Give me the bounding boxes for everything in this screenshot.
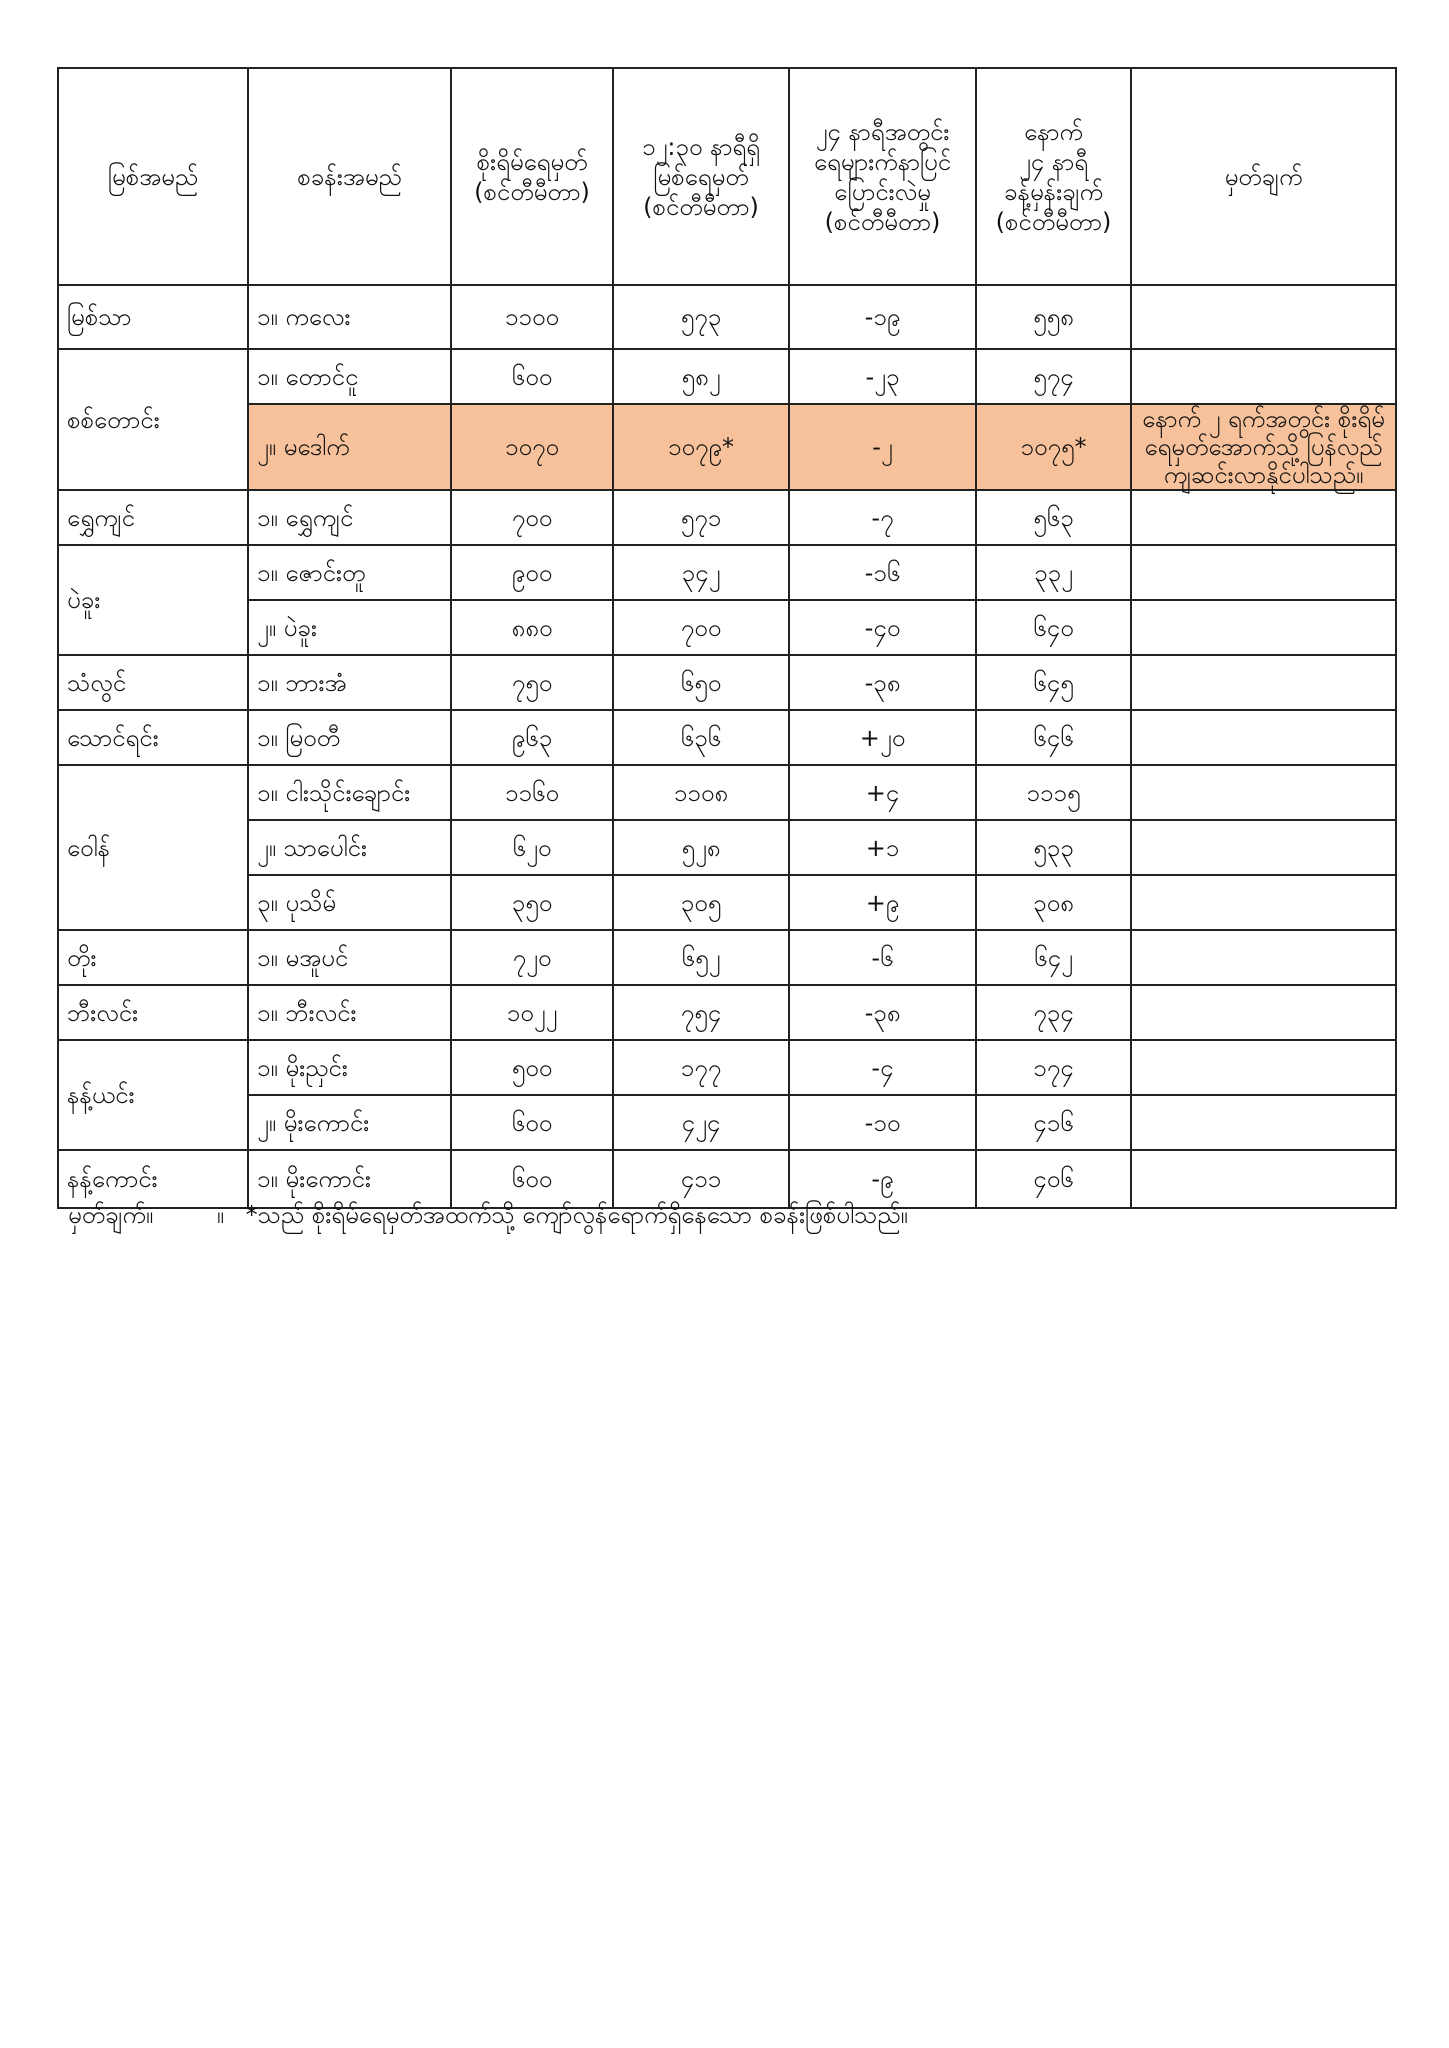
danger-level-cell: ၁၁၀၀: [451, 285, 613, 349]
current-level-cell: ၁၇၇: [613, 1040, 789, 1095]
header-station: စခန်းအမည်: [248, 68, 451, 285]
change-cell: +၄: [789, 765, 976, 820]
change-cell: -၂၃: [789, 349, 976, 404]
table-row: [58, 545, 1396, 600]
table-row: [58, 1040, 1396, 1095]
change-cell: -၁၆: [789, 545, 976, 600]
forecast-cell: ၆၄၂: [976, 930, 1131, 985]
change-cell: +၁: [789, 820, 976, 875]
danger-level-cell: ၉၆၃: [451, 710, 613, 765]
forecast-cell: ၁၁၁၅: [976, 765, 1131, 820]
forecast-cell: ၄၀၆: [976, 1150, 1131, 1208]
river-level-report: [57, 67, 1395, 1209]
remark-cell: [1131, 545, 1396, 600]
change-cell: -၃၈: [789, 985, 976, 1040]
header-remark: မှတ်ချက်: [1131, 68, 1396, 285]
station-cell: ၁။ မိုးကောင်း: [248, 1150, 451, 1208]
forecast-cell: ၃၀၈: [976, 875, 1131, 930]
table-row: [58, 285, 1396, 349]
remark-cell: နောက် ၂ ရက်အတွင်း စိုးရိမ်ရေမှတ်အောက်သို့ ပြန်လည်ကျဆင်းလာနိုင်ပါသည်။: [1131, 404, 1396, 490]
station-cell: ၁။ ရွှေကျင်: [248, 490, 451, 545]
remark-cell: [1131, 1150, 1396, 1208]
danger-level-cell: ၇၅၀: [451, 655, 613, 710]
river-level-table: [57, 67, 1397, 1209]
danger-level-cell: ၈၈၀: [451, 600, 613, 655]
change-cell: -၄: [789, 1040, 976, 1095]
danger-level-cell: ၁၀၂၂: [451, 985, 613, 1040]
change-cell: -၉: [789, 1150, 976, 1208]
station-cell: ၁။ တောင်ငူ: [248, 349, 451, 404]
current-level-cell: ၅၇၁: [613, 490, 789, 545]
table-row: [58, 655, 1396, 710]
remark-cell: [1131, 1095, 1396, 1150]
station-cell: ၁။ မြဝတီ: [248, 710, 451, 765]
remark-cell: [1131, 710, 1396, 765]
table-row: [58, 820, 1396, 875]
remark-cell: [1131, 600, 1396, 655]
river-cell: နန့်ကောင်း: [58, 1150, 248, 1208]
danger-level-cell: ၃၅၀: [451, 875, 613, 930]
remark-cell: [1131, 930, 1396, 985]
danger-level-cell: ၆၀၀: [451, 1095, 613, 1150]
header-current-level: ၁၂:၃၀ နာရီရှိ မြစ်ရေမှတ် (စင်တီမီတာ): [613, 68, 789, 285]
current-level-cell: ၆၅၀: [613, 655, 789, 710]
remark-cell: [1131, 875, 1396, 930]
remark-cell: [1131, 655, 1396, 710]
danger-level-cell: ၇၂၀: [451, 930, 613, 985]
remark-cell: [1131, 985, 1396, 1040]
forecast-cell: ၁၀၇၅*: [976, 404, 1131, 490]
table-row: [58, 349, 1396, 404]
current-level-cell: ၇၅၄: [613, 985, 789, 1040]
current-level-cell: ၃၄၂: [613, 545, 789, 600]
remark-cell: [1131, 820, 1396, 875]
remark-cell: [1131, 1040, 1396, 1095]
footnote-separator: ။: [216, 1201, 225, 1229]
danger-level-cell: ၁၁၆၀: [451, 765, 613, 820]
forecast-cell: ၅၇၄: [976, 349, 1131, 404]
forecast-cell: ၁၇၄: [976, 1040, 1131, 1095]
forecast-cell: ၅၆၃: [976, 490, 1131, 545]
current-level-cell: ၆၅၂: [613, 930, 789, 985]
header-river: မြစ်အမည်: [58, 68, 248, 285]
table-row: [58, 875, 1396, 930]
current-level-cell: ၄၂၄: [613, 1095, 789, 1150]
forecast-cell: ၃၃၂: [976, 545, 1131, 600]
danger-level-cell: ၆၀၀: [451, 1150, 613, 1208]
station-cell: ၃။ ပုသိမ်: [248, 875, 451, 930]
table-row: [58, 490, 1396, 545]
forecast-cell: ၆၄၅: [976, 655, 1131, 710]
river-cell: တိုး: [58, 930, 248, 985]
danger-level-cell: ၁၀၇၀: [451, 404, 613, 490]
current-level-cell: ၁၀၇၉*: [613, 404, 789, 490]
change-cell: -၁၀: [789, 1095, 976, 1150]
header-forecast: နောက် ၂၄ နာရီ ခန့်မှန်းချက် (စင်တီမီတာ): [976, 68, 1131, 285]
table-row: [58, 765, 1396, 820]
change-cell: -၃၈: [789, 655, 976, 710]
change-cell: -၆: [789, 930, 976, 985]
river-cell: ဘီးလင်း: [58, 985, 248, 1040]
current-level-cell: ၆၃၆: [613, 710, 789, 765]
table-row: [58, 710, 1396, 765]
footnote-label: မှတ်ချက်။: [68, 1201, 154, 1229]
table-row-above-danger: [58, 404, 1396, 490]
river-cell: မြစ်သာ: [58, 285, 248, 349]
current-level-cell: ၇၀၀: [613, 600, 789, 655]
remark-cell: [1131, 765, 1396, 820]
danger-level-cell: ၆၀၀: [451, 349, 613, 404]
footnote: [68, 1200, 908, 1230]
forecast-cell: ၆၄၀: [976, 600, 1131, 655]
current-level-cell: ၁၁၀၈: [613, 765, 789, 820]
station-cell: ၁။ ဘီးလင်း: [248, 985, 451, 1040]
forecast-cell: ၇၃၄: [976, 985, 1131, 1040]
remark-cell: [1131, 490, 1396, 545]
danger-level-cell: ၇၀၀: [451, 490, 613, 545]
station-cell: ၂။ မဒေါက်: [248, 404, 451, 490]
header-row: [58, 68, 1396, 285]
header-24h-change: ၂၄ နာရီအတွင်း ရေများက်နာပြင် ပြောင်းလဲမှု (စင်တီမီတာ): [789, 68, 976, 285]
remark-cell: [1131, 285, 1396, 349]
table-row: [58, 1095, 1396, 1150]
current-level-cell: ၅၈၂: [613, 349, 789, 404]
station-cell: ၁။ ဘားအံ: [248, 655, 451, 710]
table-row: [58, 930, 1396, 985]
change-cell: -၄၀: [789, 600, 976, 655]
danger-level-cell: ၆၂၀: [451, 820, 613, 875]
current-level-cell: ၃၀၅: [613, 875, 789, 930]
station-cell: ၁။ ကလေး: [248, 285, 451, 349]
station-cell: ၁။ ဇောင်းတူ: [248, 545, 451, 600]
forecast-cell: ၅၅၈: [976, 285, 1131, 349]
river-cell: သံလွင်: [58, 655, 248, 710]
table-row: [58, 985, 1396, 1040]
station-cell: ၁။ မအူပင်: [248, 930, 451, 985]
station-cell: ၂။ မိုးကောင်း: [248, 1095, 451, 1150]
forecast-cell: ၅၃၃: [976, 820, 1131, 875]
forecast-cell: ၆၄၆: [976, 710, 1131, 765]
change-cell: +၉: [789, 875, 976, 930]
forecast-cell: ၄၁၆: [976, 1095, 1131, 1150]
header-danger-level: စိုးရိမ်ရေမှတ် (စင်တီမီတာ): [451, 68, 613, 285]
current-level-cell: ၅၇၃: [613, 285, 789, 349]
river-cell: သောင်ရင်း: [58, 710, 248, 765]
station-cell: ၂။ သာပေါင်း: [248, 820, 451, 875]
change-cell: -၇: [789, 490, 976, 545]
table-row: [58, 600, 1396, 655]
footnote-text: *သည် စိုးရိမ်ရေမှတ်အထက်သို့ ကျော်လွန်ရောက်ရှိနေသော စခန်းဖြစ်ပါသည်။: [245, 1201, 908, 1229]
station-cell: ၁။ ငါးသိုင်းချောင်း: [248, 765, 451, 820]
river-cell: နန့်ယင်း: [58, 1040, 248, 1150]
danger-level-cell: ၅၀၀: [451, 1040, 613, 1095]
station-cell: ၂။ ပဲခူး: [248, 600, 451, 655]
current-level-cell: ၄၁၁: [613, 1150, 789, 1208]
danger-level-cell: ၉၀၀: [451, 545, 613, 600]
current-level-cell: ၅၂၈: [613, 820, 789, 875]
river-cell: ရွှေကျင်: [58, 490, 248, 545]
river-cell: စစ်တောင်း: [58, 349, 248, 490]
river-cell: ပဲခူး: [58, 545, 248, 655]
station-cell: ၁။ မိုးညှင်း: [248, 1040, 451, 1095]
change-cell: -၂: [789, 404, 976, 490]
change-cell: -၁၉: [789, 285, 976, 349]
change-cell: +၂၀: [789, 710, 976, 765]
remark-cell: [1131, 349, 1396, 404]
river-cell: ဝေါန်: [58, 765, 248, 930]
